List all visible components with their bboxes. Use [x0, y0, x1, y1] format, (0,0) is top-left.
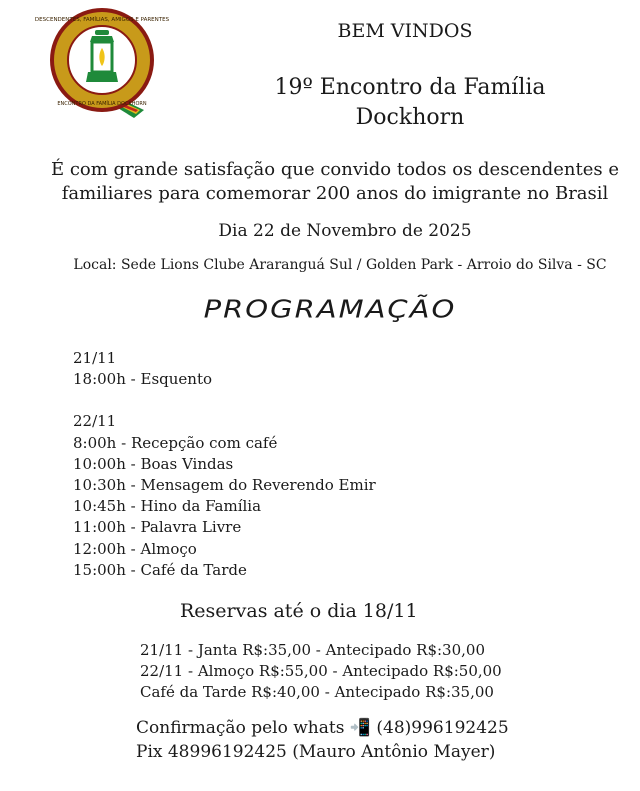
event-date: Dia 22 de Novembro de 2025	[218, 221, 472, 241]
price-item: 21/11 - Janta R$:35,00 - Antecipado R$:30,00	[140, 641, 485, 659]
schedule-item: 12:00h - Almoço	[73, 539, 197, 558]
price-item: 22/11 - Almoço R$:55,00 - Antecipado R$:50,00	[140, 662, 502, 681]
schedule-item: 18:00h - Esquento	[73, 370, 212, 389]
intro-line2: familiares para comemorar 200 anos do imigrante no Brasil	[61, 183, 609, 204]
pix-info: Pix 48996192425 (Mauro Antônio Mayer)	[136, 742, 496, 762]
welcome-text: BEM VINDOS	[337, 20, 473, 42]
family-logo	[34, 6, 170, 118]
event-title-line2: Dockhorn	[355, 105, 465, 130]
contact-info	[136, 716, 509, 764]
reservations-title: Reservas até o dia 18/11	[180, 600, 418, 622]
schedule-item: 8:00h - Recepção com café	[73, 433, 278, 452]
whatsapp-confirm	[136, 716, 509, 740]
schedule-item: 10:45h - Hino da Família	[73, 497, 262, 516]
price-item: Café da Tarde R$:40,00 - Antecipado R$:35,00	[140, 683, 494, 702]
event-title-line1: 19º Encontro da Família	[274, 75, 546, 100]
schedule-item: 10:30h - Mensagem do Reverendo Emir	[73, 476, 376, 495]
schedule-item: 15:00h - Café da Tarde	[73, 560, 247, 579]
schedule-item: 11:00h - Palavra Livre	[73, 518, 242, 537]
event-location: Local: Sede Lions Clube Araranguá Sul / Golden Park - Arroio do Silva - SC	[73, 257, 607, 273]
programacao-heading: PROGRAMAÇÃO	[203, 294, 457, 324]
logo-ring-text-bottom: ENCONTRO DA FAMÍLIA DOCKHORN	[57, 101, 147, 107]
event-title	[230, 73, 590, 133]
schedule-day2: 22/11	[73, 412, 117, 431]
schedule-item: 10:00h - Boas Vindas	[73, 454, 234, 473]
phone-number: (48)996192425	[376, 718, 509, 738]
intro-text	[40, 158, 630, 206]
schedule-list	[73, 348, 376, 581]
logo-ring-text-top: DESCENDENTES, FAMÍLIAS, AMIGOS E PARENTES	[34, 17, 170, 23]
price-list	[140, 640, 502, 704]
mobile-phone-icon: 📲	[349, 718, 371, 738]
confirm-text: Confirmação pelo whats	[136, 718, 345, 738]
intro-line1: É com grande satisfação que convido todos os descendentes e	[50, 159, 620, 180]
schedule-day1: 21/11	[73, 349, 117, 367]
